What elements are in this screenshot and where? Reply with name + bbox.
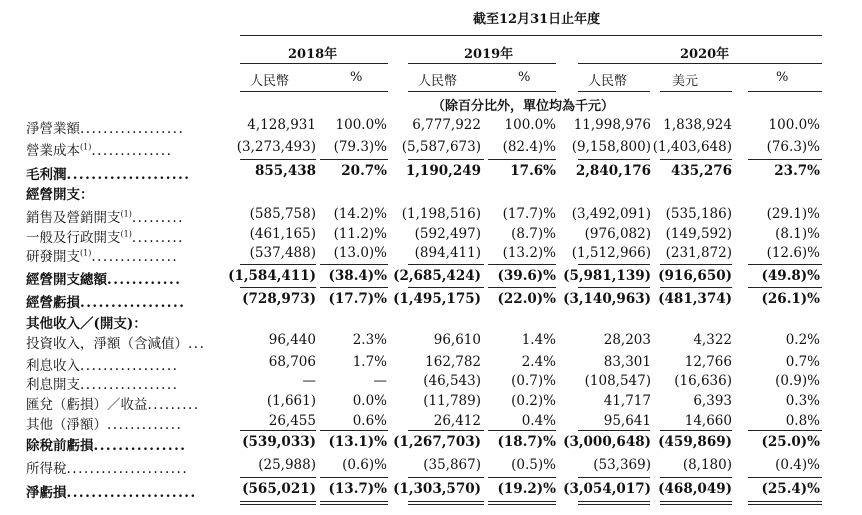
table-cell: (976,082): [584, 226, 651, 242]
dot-leader: .................: [80, 358, 179, 374]
sum-rule: [488, 430, 556, 431]
table-cell: (12.6)%: [766, 245, 820, 261]
sum-rule: [320, 287, 388, 288]
row-label: [26, 183, 94, 203]
table-cell: 28,203: [603, 332, 651, 348]
table-cell: (13.2)%: [502, 245, 556, 261]
table-cell: (231,872): [665, 245, 732, 261]
sum-rule: [408, 430, 484, 431]
dot-leader: .........: [147, 397, 200, 413]
dot-leader: ..................: [80, 121, 185, 137]
table-cell: (537,488): [249, 245, 316, 261]
sum-rule: [660, 504, 732, 505]
table-cell: (49.8)%: [761, 268, 820, 284]
sum-rule: [408, 504, 484, 505]
sum-rule: [320, 504, 388, 505]
table-cell: (1,512,966): [571, 245, 651, 261]
col-2019-pct: %: [518, 70, 531, 85]
dot-leader: ...............: [93, 438, 187, 454]
table-cell: 83,301: [603, 354, 651, 370]
table-cell: (1,303,570): [393, 481, 481, 497]
table-cell: (19.2)%: [497, 481, 556, 497]
table-cell: (13.0)%: [333, 245, 387, 261]
sum-rule: [660, 477, 732, 478]
footnote-mark: (1): [80, 248, 92, 258]
table-cell: (535,186): [665, 206, 732, 222]
col-2020-pct: %: [776, 70, 789, 85]
row-label-text: 匯兌（虧損）／收益: [26, 397, 148, 413]
table-cell: (0.6)%: [342, 457, 387, 473]
table-cell: (14.2)%: [333, 206, 387, 222]
row-label-text: 所得稅: [26, 461, 67, 477]
unit-note: （除百分比外，單位均為千元）: [432, 99, 615, 114]
col-2018-rmb: 人民幣: [250, 74, 290, 89]
table-cell: (46,543): [423, 373, 481, 389]
table-cell: 4,322: [693, 332, 732, 348]
row-label: [26, 245, 178, 265]
table-cell: 11,998,976: [573, 117, 651, 133]
row-label: [26, 268, 181, 288]
table-cell: (5,981,139): [563, 268, 651, 284]
year-rule-2019: [408, 63, 556, 64]
table-cell: (1,495,175): [393, 291, 481, 307]
table-cell: 162,782: [425, 354, 481, 370]
table-cell: 0.7%: [785, 354, 820, 370]
table-cell: (461,165): [249, 226, 316, 242]
footnote-mark: (1): [120, 229, 132, 239]
table-cell: (8.7)%: [511, 226, 556, 242]
sum-rule: [578, 264, 650, 265]
table-cell: (13.1)%: [328, 434, 387, 450]
table-cell: (0.9)%: [775, 373, 820, 389]
table-cell: (459,869): [658, 434, 732, 450]
table-cell: (1,198,516): [401, 206, 481, 222]
year-2018: 2018年: [288, 47, 338, 62]
table-cell: (25.0)%: [761, 434, 820, 450]
table-cell: 96,610: [433, 332, 481, 348]
table-cell: 68,706: [268, 354, 316, 370]
dot-leader: ...: [188, 336, 206, 352]
table-cell: 2.4%: [521, 354, 556, 370]
dot-leader: .........: [131, 210, 184, 226]
table-cell: (3,273,493): [236, 139, 316, 155]
table-cell: 1.4%: [521, 332, 556, 348]
row-label: [26, 457, 188, 477]
table-cell: (16,636): [674, 373, 732, 389]
sum-rule: [578, 287, 650, 288]
table-cell: (17.7)%: [328, 291, 387, 307]
sum-rule: [660, 264, 732, 265]
table-cell: 100.0%: [768, 117, 820, 133]
sum-rule: [660, 159, 732, 160]
sum-rule: [320, 430, 388, 431]
table-cell: (11.2)%: [333, 226, 387, 242]
table-cell: (53,369): [593, 457, 651, 473]
col-rule-3: [578, 91, 650, 92]
sum-rule: [320, 501, 388, 502]
footnote-mark: (1): [80, 142, 92, 152]
sum-rule: [240, 159, 316, 160]
table-cell: (17.7)%: [502, 206, 556, 222]
table-cell: 6,393: [693, 393, 732, 409]
sum-rule: [240, 477, 316, 478]
sum-rule: [320, 159, 388, 160]
header-rule: [240, 35, 822, 36]
sum-rule: [578, 501, 650, 502]
table-cell: 0.3%: [785, 393, 820, 409]
row-label: [26, 373, 178, 393]
table-cell: (3,492,091): [571, 206, 651, 222]
table-cell: 14,660: [684, 413, 732, 429]
row-label-text: 利息開支: [26, 377, 80, 393]
year-2020: 2020年: [680, 47, 730, 62]
table-cell: (0.4)%: [775, 457, 820, 473]
row-label-text: 淨營業額: [26, 121, 80, 137]
table-cell: 0.8%: [785, 413, 820, 429]
table-cell: (539,033): [242, 434, 316, 450]
sum-rule: [488, 477, 556, 478]
table-cell: (22.0)%: [497, 291, 556, 307]
row-label: [26, 163, 191, 183]
table-cell: 2.3%: [352, 332, 387, 348]
col-rule-4: [660, 91, 732, 92]
row-label: [26, 291, 185, 311]
table-cell: (108,547): [584, 373, 651, 389]
sum-rule: [748, 264, 822, 265]
row-label-text: 經營開支：: [26, 187, 94, 203]
table-cell: 4,128,931: [247, 117, 316, 133]
table-cell: 17.6%: [510, 163, 556, 179]
sum-rule: [488, 287, 556, 288]
table-cell: (585,758): [249, 206, 316, 222]
table-cell: 1.7%: [352, 354, 387, 370]
sum-rule: [660, 430, 732, 431]
col-rule-5: [748, 91, 822, 92]
table-cell: 96,440: [268, 332, 316, 348]
row-label: [26, 332, 205, 352]
sum-rule: [240, 287, 316, 288]
sum-rule: [320, 477, 388, 478]
row-label: [26, 117, 184, 137]
sum-rule: [240, 504, 316, 505]
year-rule-2020: [578, 63, 822, 64]
table-cell: (82.4)%: [502, 139, 556, 155]
footnote-mark: (1): [120, 209, 132, 219]
row-label: [26, 206, 184, 226]
row-label: [26, 139, 172, 159]
table-cell: 20.7%: [341, 163, 387, 179]
sum-rule: [488, 504, 556, 505]
dot-leader: .................: [80, 377, 179, 393]
row-label-text: 研發開支: [26, 249, 80, 265]
table-cell: 2,840,176: [575, 163, 651, 179]
table-cell: (149,592): [665, 226, 732, 242]
table-cell: (79.3)%: [333, 139, 387, 155]
table-cell: (468,049): [658, 481, 732, 497]
table-cell: (481,374): [658, 291, 732, 307]
table-cell: (35,867): [423, 457, 481, 473]
row-label-text: 除稅前虧損: [26, 438, 94, 454]
sum-rule: [578, 477, 650, 478]
dot-leader: .............: [107, 417, 183, 433]
table-cell: 435,276: [670, 163, 732, 179]
dot-leader: ............: [107, 272, 182, 288]
sum-rule: [408, 477, 484, 478]
row-label-text: 銷售及營銷開支: [26, 210, 121, 226]
table-cell: (1,584,411): [228, 268, 316, 284]
row-label: [26, 393, 200, 413]
table-cell: (76.3)%: [766, 139, 820, 155]
table-cell: (9,158,800): [571, 139, 651, 155]
table-cell: (3,054,017): [563, 481, 651, 497]
table-cell: (565,021): [242, 481, 316, 497]
col-rule-1: [240, 91, 388, 92]
table-cell: (916,650): [658, 268, 732, 284]
sum-rule: [578, 159, 650, 160]
table-cell: (18.7)%: [497, 434, 556, 450]
table-cell: 95,641: [603, 413, 651, 429]
row-label: [26, 354, 178, 374]
table-cell: 41,717: [603, 393, 651, 409]
sum-rule: [240, 430, 316, 431]
table-cell: (1,661): [266, 393, 316, 409]
table-cell: (11,789): [423, 393, 481, 409]
col-2019-rmb: 人民幣: [418, 74, 458, 89]
row-label-text: 營業成本: [26, 143, 80, 159]
table-cell: (0.7)%: [511, 373, 556, 389]
table-cell: 0.0%: [352, 393, 387, 409]
table-cell: (894,411): [414, 245, 481, 261]
dot-leader: ....................: [66, 167, 191, 183]
row-label-text: 其他（淨額）: [26, 417, 107, 433]
table-cell: 1,190,249: [405, 163, 481, 179]
table-cell: (3,140,963): [563, 291, 651, 307]
table-cell: 0.6%: [352, 413, 387, 429]
sum-rule: [240, 501, 316, 502]
dot-leader: .....................: [66, 461, 189, 477]
table-cell: 26,412: [433, 413, 481, 429]
table-cell: (8,180): [682, 457, 732, 473]
dot-leader: .........: [131, 230, 184, 246]
table-cell: 6,777,922: [412, 117, 481, 133]
sum-rule: [748, 159, 822, 160]
table-cell: (1,267,703): [393, 434, 481, 450]
sum-rule: [748, 477, 822, 478]
table-cell: (0.2)%: [511, 393, 556, 409]
sum-rule: [408, 501, 484, 502]
row-label: [26, 413, 182, 433]
col-2018-pct: %: [350, 70, 363, 85]
table-cell: 0.4%: [521, 413, 556, 429]
row-label-text: 利息收入: [26, 358, 80, 374]
year-rule-2018: [240, 63, 388, 64]
row-label: [26, 312, 147, 332]
table-cell: 1,838,924: [663, 117, 732, 133]
dot-leader: .................: [80, 295, 186, 311]
table-cell: (3,000,648): [563, 434, 651, 450]
sum-rule: [660, 287, 732, 288]
table-cell: —: [302, 373, 316, 389]
table-cell: (38.4)%: [328, 268, 387, 284]
row-label-text: 其他收入／(開支)：: [26, 316, 147, 332]
table-cell: (8.1)%: [775, 226, 820, 242]
sum-rule: [320, 264, 388, 265]
sum-rule: [578, 430, 650, 431]
table-cell: (2,685,424): [393, 268, 481, 284]
sum-rule: [578, 504, 650, 505]
table-cell: (728,973): [242, 291, 316, 307]
table-cell: (592,497): [414, 226, 481, 242]
table-cell: (0.5)%: [511, 457, 556, 473]
dot-leader: ..............: [91, 143, 173, 159]
sum-rule: [660, 501, 732, 502]
col-2020-usd: 美元: [672, 74, 699, 89]
col-2020-rmb: 人民幣: [588, 74, 628, 89]
table-cell: (25,988): [258, 457, 316, 473]
sum-rule: [240, 264, 316, 265]
row-label-text: 投資收入，淨額（含減值）: [26, 336, 188, 352]
table-cell: 26,455: [268, 413, 316, 429]
col-rule-2: [408, 91, 556, 92]
sum-rule: [748, 501, 822, 502]
dot-leader: .....................: [66, 485, 197, 501]
table-cell: (13.7)%: [328, 481, 387, 497]
table-cell: 12,766: [684, 354, 732, 370]
table-cell: —: [373, 373, 387, 389]
table-cell: (5,587,673): [401, 139, 481, 155]
row-label-text: 經營開支總額: [26, 272, 107, 288]
row-label-text: 經營虧損: [26, 295, 80, 311]
row-label-text: 毛利潤: [26, 167, 67, 183]
table-cell: (29.1)%: [766, 206, 820, 222]
sum-rule: [748, 504, 822, 505]
table-cell: (26.1)%: [761, 291, 820, 307]
table-cell: 855,438: [254, 163, 316, 179]
dot-leader: ...............: [91, 249, 179, 265]
table-cell: 23.7%: [774, 163, 820, 179]
sum-rule: [488, 264, 556, 265]
row-label: [26, 434, 187, 454]
table-cell: (1,403,648): [652, 139, 732, 155]
table-cell: 0.2%: [785, 332, 820, 348]
row-label-text: 一般及行政開支: [26, 230, 121, 246]
table-cell: (39.6)%: [497, 268, 556, 284]
sum-rule: [488, 159, 556, 160]
table-cell: 100.0%: [335, 117, 387, 133]
sum-rule: [488, 501, 556, 502]
row-label: [26, 481, 197, 501]
table-cell: (25.4)%: [761, 481, 820, 497]
sum-rule: [748, 430, 822, 431]
sum-rule: [748, 287, 822, 288]
row-label: [26, 226, 184, 246]
sum-rule: [408, 287, 484, 288]
sum-rule: [408, 264, 484, 265]
period-title: 截至12月31日止年度: [473, 12, 601, 27]
row-label-text: 淨虧損: [26, 485, 67, 501]
sum-rule: [408, 159, 484, 160]
year-2019: 2019年: [464, 47, 514, 62]
table-cell: 100.0%: [504, 117, 556, 133]
